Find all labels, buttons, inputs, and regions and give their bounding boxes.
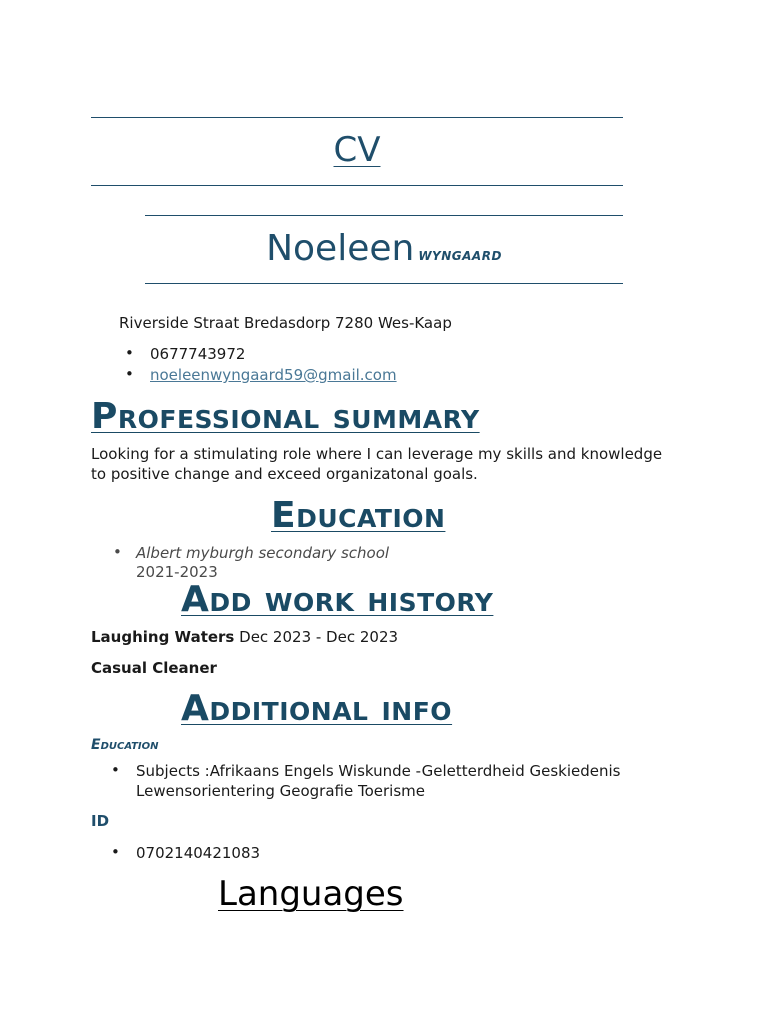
summary-text-line-2: to positive change and exceed organizatonal goals. <box>91 465 478 483</box>
school-years: 2021-2023 <box>136 563 218 581</box>
subjects-line-1: Subjects :Afrikaans Engels Wiskunde -Geletterdheid Geskiedenis <box>136 762 621 780</box>
cv-title: CV <box>333 130 381 170</box>
job-role: Casual Cleaner <box>91 659 217 677</box>
summary-text-line-1: Looking for a stimulating role where I can leverage my skills and knowledge <box>91 445 663 463</box>
phone-number: 0677743972 <box>150 345 246 363</box>
first-name: Noeleen <box>266 228 415 269</box>
professional-summary-heading: Professional summary <box>91 396 480 437</box>
id-number: 0702140421083 <box>136 844 261 862</box>
name-top-rule <box>145 215 623 216</box>
id-heading: ID <box>91 812 110 830</box>
name-bottom-rule <box>145 283 623 284</box>
languages-heading: Languages <box>218 874 404 914</box>
work-dates: Dec 2023 - Dec 2023 <box>239 628 399 646</box>
address: Riverside Straat Bredasdorp 7280 Wes-Kaap <box>119 314 452 332</box>
bullet: • <box>125 344 134 362</box>
title-bottom-rule <box>91 185 623 186</box>
education-heading: Education <box>271 495 446 536</box>
email-link[interactable]: noeleenwyngaard59@gmail.com <box>150 366 397 384</box>
bullet: • <box>111 843 120 861</box>
full-name <box>145 228 623 269</box>
top-rule <box>91 117 623 118</box>
subjects-line-2: Lewensorientering Geografie Toerisme <box>136 782 425 800</box>
last-name: WYNGAARD <box>418 249 502 263</box>
education-subheading: Education <box>91 737 159 753</box>
employer-name: Laughing Waters <box>91 628 235 646</box>
school-name: Albert myburgh secondary school <box>136 544 390 562</box>
work-entry <box>91 627 398 647</box>
work-history-heading: Add work history <box>181 579 494 620</box>
bullet: • <box>113 543 122 561</box>
additional-info-heading: Additional info <box>181 688 453 729</box>
bullet: • <box>125 365 134 383</box>
bullet: • <box>111 761 120 779</box>
